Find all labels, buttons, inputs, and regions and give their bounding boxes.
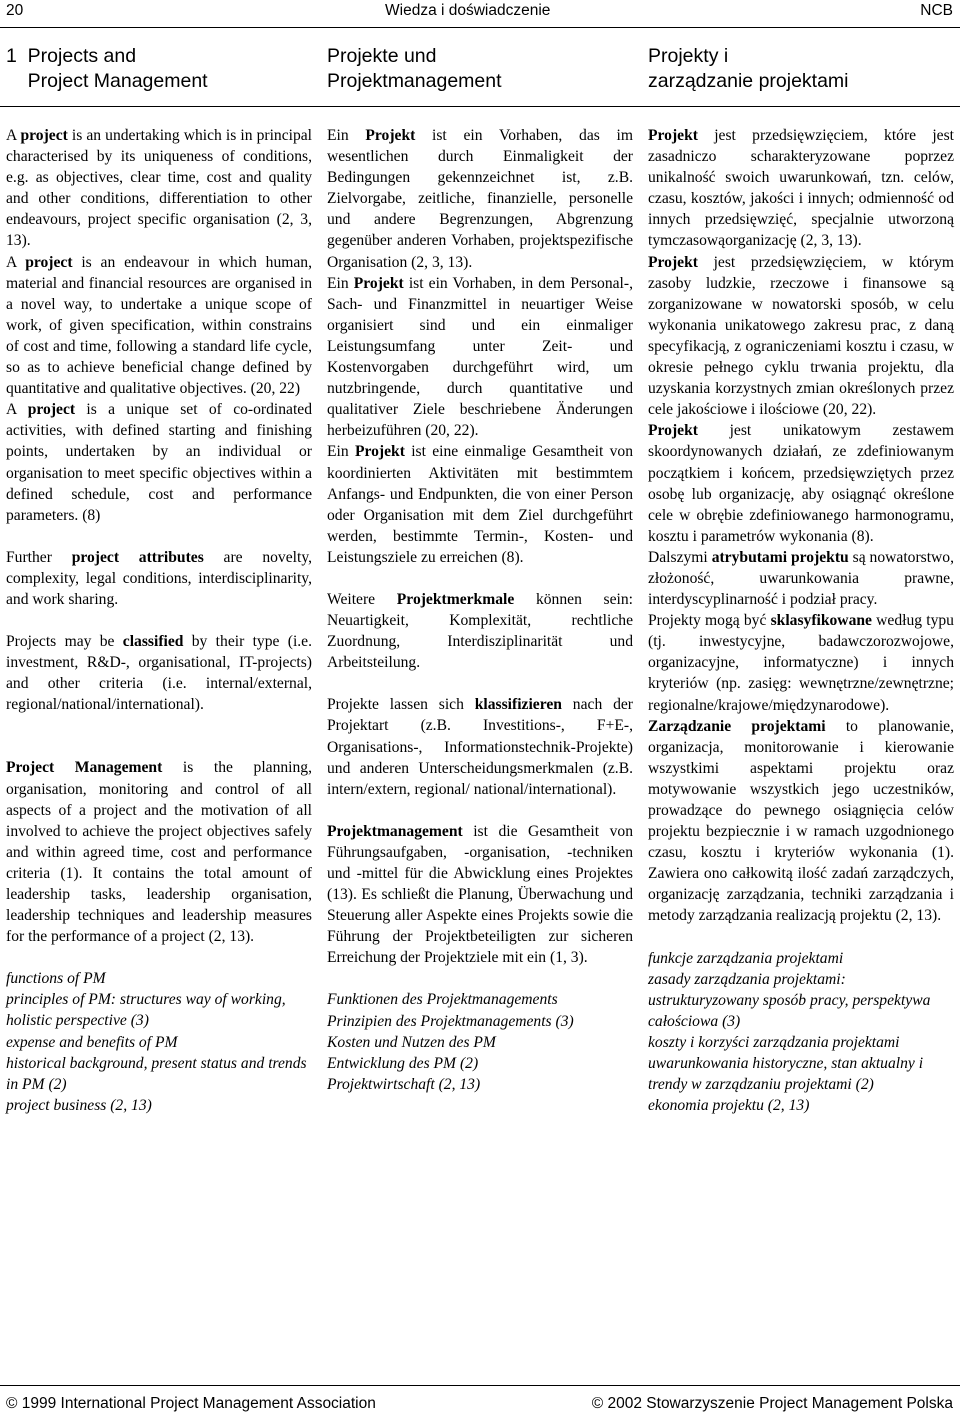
brand-label: NCB [920,2,953,19]
column-english [6,125,312,1116]
topic-list: funkcje zarządzania projektami zasady zarządzania projektami: ustrukturyzowany sposób pracy, perspektywa całościowa (3) koszty i korzyści zarządzania projektami uwarunkowania historyczne, stan aktualny i trendy w zarządzaniu projektami (2) ekonomia projektu (2, 13) [648,949,931,1115]
header-rule [0,27,960,28]
column-polish [648,125,954,1116]
copyright-ipma: © 1999 International Project Management Association [6,1395,376,1412]
paragraph: Ein Projekt ist eine einmalige Gesamtheit von koordinierten Aktivitäten mit bestimmtem Anfangs- und Endpunkten, die von einer Person oder Organisation mit dem Ziel durchgeführt werden, bestimmte Termin-, Kosten- und Leistungsziele zu erreichen (8). [327,443,633,566]
column-german [327,125,633,1095]
title-polish: Projekty i zarządzanie projektami [648,45,849,92]
paragraph: Projektmanagement ist die Gesamtheit von Führungsaufgaben, -organisation, -techniken und -mittel für die Abwicklung eines Projektes (13). Es schließt die Planung, Überwachung und Steuerung aller Aspekte eines Projekts sowie die Führung der Projektbeteiligten zur sicheren Erreichung der Projektziele mit ein (1, 3). [327,822,633,967]
running-title: Wiedza i doświadczenie [385,2,551,19]
paragraph: Projekt jest przedsięwzięciem, które jest zasadniczo scharakteryzowane poprzez unikalność swoich uwarunkowań, tzn. celów, czasu, kosztów, jakości i innych; odmienność od innych przedsięwzięć, specjalnie utworzoną tymczasowąorganizację (2, 3, 13). [648,127,954,250]
titles-rule [0,106,960,107]
paragraph: Projekt jest unikatowym zestawem skoordynowanych działań, ze zdefiniowanym początkiem i końcem, przedsięwziętych przez osobę lub organizację, aby osiągnąć określone cele w obrębie zdefiniowanego harmonogramu, kosztu i parametrów wykonania (8). [648,422,954,545]
paragraph: Weitere Projektmerkmale können sein: Neuartigkeit, Komplexität, rechtliche Zuordnung, Interdisziplinarität und Arbeitsteilung. [327,590,633,672]
paragraph: Projekty mogą być sklasyfikowane według typu (tj. inwestycyjne, badawczorozwojowe, organizacyjne, informatyczne) i innych kryteriów (np. zasięg: wewnętrzne/zewnętrzne; regionalne/krajowe/międzynarodowe). [648,612,954,714]
paragraph: Dalszymi atrybutami projektu są nowatorstwo, złożoność, uwarunkowania prawne, interdyscyplinarność i podział pracy. [648,548,955,609]
paragraph: Projekt jest przedsięwzięciem, w którym zasoby ludzkie, rzeczowe i finansowe są zorganizowane w nowatorski sposób, w celu wykonania unikatowego zakresu prac, z daną specyfikacją, z ograniczeniami kosztu i czasu, w okresie pełnego cyklu trwania projektu, dla uzyskania korzystnych zmian określonych przez cele jakościowe i ilościowe (20, 22). [648,253,954,419]
section-titles [0,44,960,96]
paragraph: Zarządzanie projektami to planowanie, organizacja, monitorowanie i kierowanie wszystkimi aspektami projektu oraz motywowanie wszystkich jego uczestników, prowadzące do pewnego osiągnięcia celów projektu bezpiecznie i w ramach uzgodnionego czasu, kosztu i kryteriów wykonania (1). Zawiera ono całkowitą ilość zadań zarządczych, organizację zarządzania, techniki zarządzania i metody zarządzania realizacją projektu (2, 13). [648,717,954,925]
paragraph: Project Management is the planning, organisation, monitoring and control of all aspects of a project and the motivation of all involved to achieve the project objectives safely and within agreed time, cost and performance criteria (1). It contains the total amount of leadership tasks, leadership organisation, leadership techniques and leadership measures for the performance of a project (2, 13). [6,759,312,946]
paragraph: Further project attributes are novelty, complexity, legal conditions, interdisciplinarity, and work sharing. [6,548,312,608]
paragraph: A project is an undertaking which is in principal characterised by its uniqueness of conditions, e.g. as objectives, clear time, cost and quality and other conditions, differentiation to other endeavours, project specific organisation (2, 3, 13). [6,127,312,250]
page-header [0,0,960,24]
page-number: 20 [6,2,24,19]
paragraph: A project is a unique set of co-ordinated activities, with defined starting and finishing points, undertaken by an individual or organisation to meet specific objectives within a defined schedule, cost and performance parameters. (8) [6,401,312,524]
topic-list: Funktionen des Projektmanagements Prinzipien des Projektmanagements (3) Kosten und Nutzen des PM Entwicklung des PM (2) Projektwirtschaft (2, 13) [327,991,574,1093]
page-footer [0,1395,960,1417]
paragraph: Ein Projekt ist ein Vorhaben, in dem Personal-, Sach- und Finanzmittel in neuartiger Weise organisiert sind und ein einmaliger Leistungsumfang unter Zeit- und Kostenvorgaben durchgeführt wird, um nutzbringende, durch quantitative und qualitativer Ziele beschriebene Änderungen herbeizuführen (20, 22). [327,274,633,440]
title-english: 1 Projects and Project Management [6,45,208,92]
topic-list: functions of PM principles of PM: structures way of working, holistic perspective (3) expense and benefits of PM historical background, present status and trends in PM (2) project business (2, 13) [6,970,307,1114]
paragraph: Ein Projekt ist ein Vorhaben, das im wesentlichen durch Einmaligkeit der Bedingungen gekennzeichnet ist, z.B. Zielvorgabe, zeitliche, finanzielle, personelle und andere Begrenzungen, Abgrenzung gegenüber anderen Vorhaben, projektspezifische Organisation (2, 3, 13). [327,127,633,271]
copyright-spmp: © 2002 Stowarzyszenie Project Management Polska [591,1395,953,1412]
paragraph: Projects may be classified by their type (i.e. investment, R&D-, organisational, IT-projects) and other criteria (i.e. internal/external, regional/national/international). [6,633,313,714]
paragraph: Projekte lassen sich klassifizieren nach der Projektart (z.B. Investitions-, F+E-, Organisations-, Informationstechnik-Projekte) und anderen Unterscheidungsmerkmalen (z.B. intern/extern, regional/ national/international). [327,696,633,798]
title-german: Projekte und Projektmanagement [327,45,502,92]
paragraph: A project is an endeavour in which human, material and financial resources are organised in a novel way, to undertake a unique scope of work, of given specification, within constrains of cost and time, following a standard life cycle, so as to achieve beneficial change defined by quantitative and qualitative objectives. (20, 22) [6,253,312,398]
footer-rule [0,1385,960,1386]
